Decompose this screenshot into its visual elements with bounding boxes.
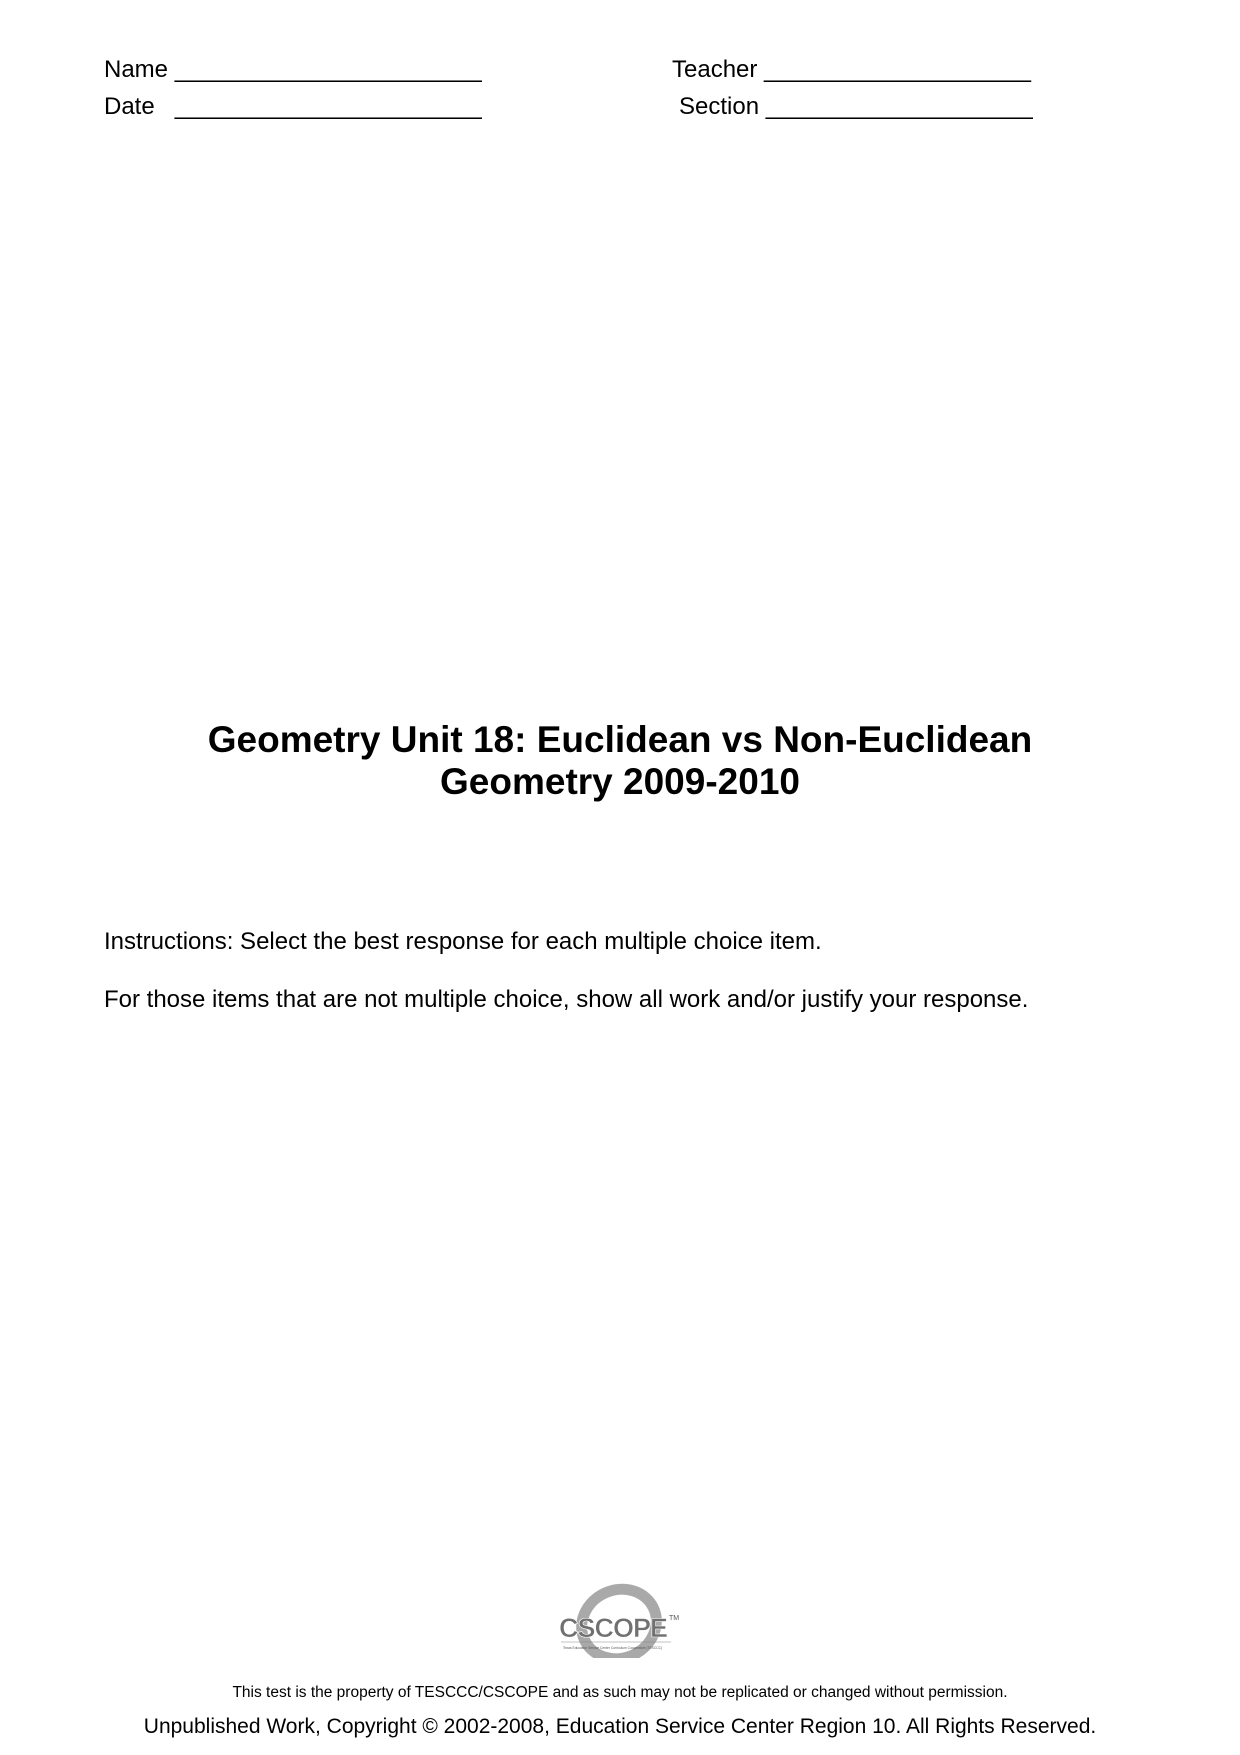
teacher-field[interactable]: Teacher ____________________ bbox=[672, 56, 1032, 83]
logo-trademark: TM bbox=[669, 1615, 680, 1622]
page-subtitle: Geometry 2009-2010 bbox=[440, 761, 800, 802]
page-title: Geometry Unit 18: Euclidean vs Non-Euclidean bbox=[207, 719, 1033, 760]
logo-text: CSCOPE bbox=[559, 1613, 668, 1643]
instructions-text-2: For those items that are not multiple choice, show all work and/or justify your response. bbox=[104, 986, 1029, 1013]
cscope-logo bbox=[553, 1580, 685, 1658]
date-field[interactable]: Date _______________________ bbox=[104, 93, 482, 120]
section-field[interactable]: Section ____________________ bbox=[679, 93, 1033, 120]
instructions-text: Instructions: Select the best response for each multiple choice item. bbox=[104, 928, 822, 955]
footer-notice: This test is the property of TESCCC/CSCOPE and as such may not be replicated or changed without permission. bbox=[232, 1684, 1008, 1701]
logo-subtext: Texas Education Service Center Curriculum Cooperative (TESCCC) bbox=[563, 1646, 663, 1650]
name-field[interactable]: Name _______________________ bbox=[104, 56, 482, 83]
footer-copyright: Unpublished Work, Copyright © 2002-2008, Education Service Center Region 10. All Rights Reserved. bbox=[143, 1715, 1097, 1738]
